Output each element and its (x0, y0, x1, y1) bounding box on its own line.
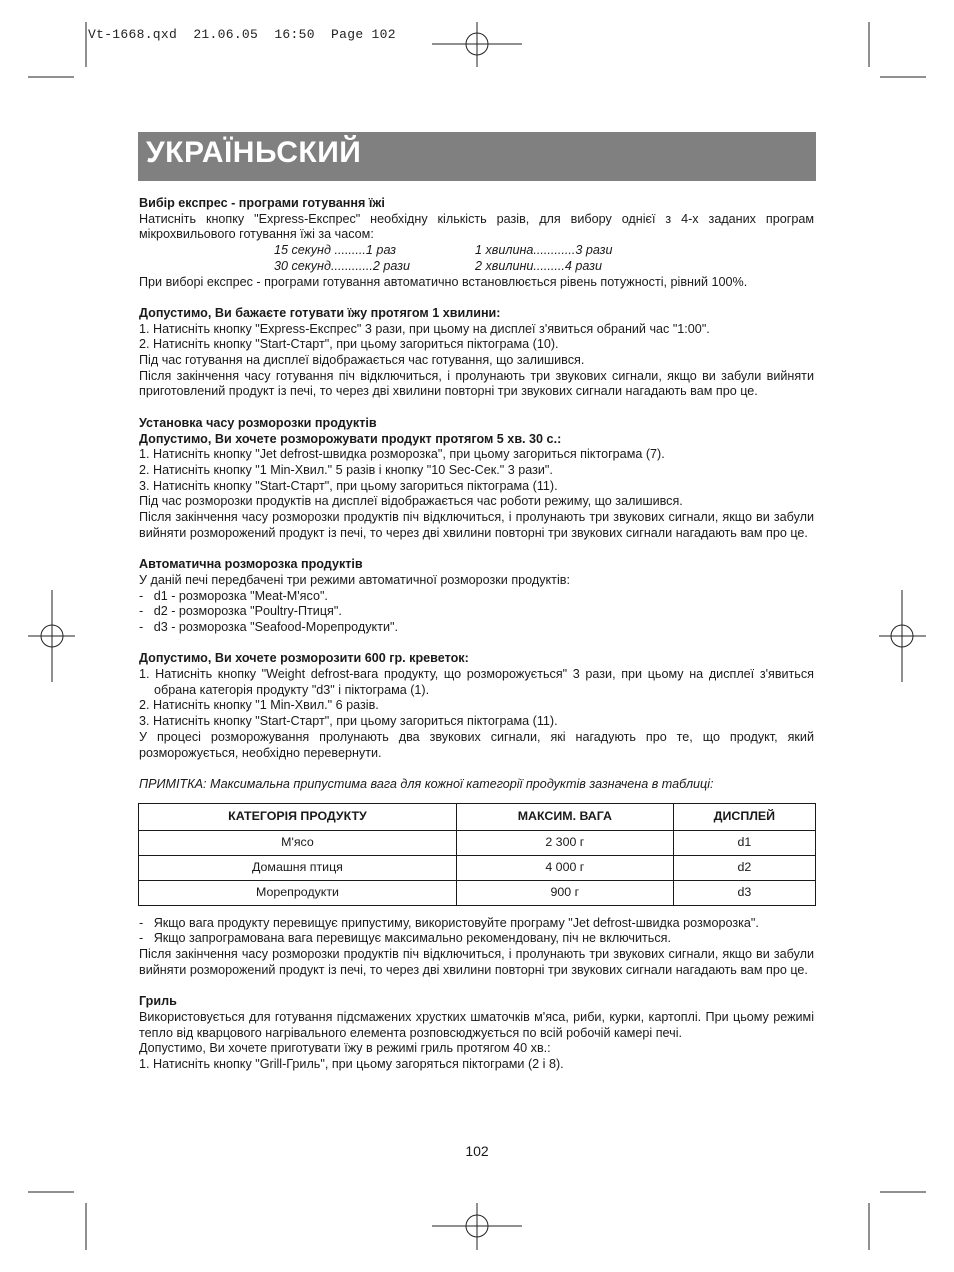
express-note: При виборі експрес - програми готування автоматично встановлюється рівень потужності, рівний 100%. (139, 274, 748, 289)
example1-heading: Допустимо, Ви бажаєте готувати їжу протягом 1 хвилини: (139, 305, 501, 320)
grill-p2: Допустимо, Ви хочете приготувати їжу в режимі гриль протягом 40 хв.: (139, 1041, 551, 1056)
auto-defrost-heading: Автоматична розморозка продуктів (139, 557, 363, 572)
example2-step-2: 2. Натисніть кнопку "1 Min-Хвил." 6 разів. (139, 698, 379, 713)
example2-step-3: 3. Натисніть кнопку "Start-Старт", при цьому загориться піктограма (11). (139, 714, 558, 729)
registration-mark-bottom (432, 1203, 522, 1250)
express-row-2: 30 секунд............2 рази 2 хвилини.........4 рази (274, 258, 603, 273)
defrost-step-2: 2. Натисніть кнопку "1 Min-Хвил." 5 разів і кнопку "10 Sec-Сек." 3 рази". (139, 462, 553, 477)
example2-step-1: 1. Натисніть кнопку "Weight defrost-вага продукту, що розморожується" 3 рази, при цьому на дисплеї з'явиться обрана категорія продукту "d3" і піктограма (1). (139, 667, 814, 697)
auto-defrost-item-d3: - d3 - розморозка "Seafood-Морепродукти". (139, 619, 398, 634)
example1-p2: Після закінчення часу готування піч відключиться, і пролунають три звукових сигнали, якщо ви забули вийняти приготовлений продукт із печі, то через дві хвилини повторні три звукових сигнали нагадають вам про це. (139, 368, 814, 399)
after-table-p1: Після закінчення часу розморозки продуктів піч відключиться, і пролунають три звукових сигнали, якщо ви забули вийняти розморожений продукт із печі, то через дві хвилини повторні три звукових сигнали нагадають вам про це. (139, 947, 814, 977)
grill-heading: Гриль (139, 994, 177, 1009)
express-heading: Вибір експрес - програми готування їжі (139, 196, 385, 210)
grill-p1: Використовується для готування підсмажених хрустких шматочків м'яса, риби, курки, картоплі. При цьому режимі тепло від кварцового нагрівального елемента розповсюджується по всій робочій камері печі. (139, 1009, 814, 1040)
table-row: М'ясо 2 300 г d1 (139, 830, 816, 855)
express-intro: Натисніть кнопку "Express-Експрес" необхідну кількість разів, для вибору однієї з 4-х заданих програм мікрохвильового готування їжі за часом: (139, 211, 814, 242)
defrost-p1: Під час розморозки продуктів на дисплеї відображається час роботи режиму, що залишився. (139, 494, 683, 509)
express-row-1: 15 секунд .........1 раз 1 хвилина............3 рази (274, 243, 613, 258)
after-table-item-1: - Якщо вага продукту перевищує припустиму, використовуйте програму "Jet defrost-швидка розморозка". (139, 915, 759, 930)
table-row: Домашня птиця 4 000 г d2 (139, 855, 816, 880)
auto-defrost-item-d1: - d1 - розморозка "Meat-М'ясо". (139, 588, 328, 603)
table-header-category: КАТЕГОРІЯ ПРОДУКТУ (139, 803, 457, 830)
auto-defrost-item-d2: - d2 - розморозка "Poultry-Птиця". (139, 604, 342, 619)
weight-note: ПРИМІТКА: Максимальна припустима вага для кожної категорії продуктів зазначена в таблиці: (139, 776, 714, 791)
defrost-step-1: 1. Натисніть кнопку "Jet defrost-швидка розморозка", при цьому загориться піктограма (7). (139, 447, 665, 462)
defrost-p2: Після закінчення часу розморозки продуктів піч відключиться, і пролунають три звукових сигнали, якщо ви забули вийняти розморожений продукт із печі, то через дві хвилини повторні три звукових сигнали нагадають вам про це. (139, 510, 814, 540)
print-slug: Vt-1668.qxd 21.06.05 16:50 Page 102 (88, 27, 396, 42)
defrost-heading: Установка часу розморозки продуктів (139, 415, 377, 430)
auto-defrost-intro: У даній печі передбачені три режими автоматичної розморозки продуктів: (139, 572, 570, 587)
registration-mark-right (879, 590, 926, 682)
max-weight-table (138, 803, 816, 906)
example1-p1: Під час готування на дисплеї відображається час готування, що залишився. (139, 353, 585, 368)
table-header-display: ДИСПЛЕЙ (673, 803, 815, 830)
language-header-bar (138, 132, 816, 181)
grill-step-1: 1. Натисніть кнопку "Grill-Гриль", при цьому загоряться піктограми (2 і 8). (139, 1056, 564, 1071)
defrost-step-3: 3. Натисніть кнопку "Start-Старт", при цьому загориться піктограма (11). (139, 478, 558, 493)
defrost-subheading: Допустимо, Ви хочете розморожувати продукт протягом 5 хв. 30 с.: (139, 431, 562, 446)
page-number: 102 (465, 1143, 489, 1159)
registration-mark-top (432, 22, 522, 67)
example1-step-1: 1. Натисніть кнопку "Express-Експрес" 3 рази, при цьому на дисплеї з'явиться обраний час "1:00". (139, 321, 710, 336)
example1-step-2: 2. Натисніть кнопку "Start-Старт", при цьому загориться піктограма (10). (139, 337, 559, 352)
table-header-weight: МАКСИМ. ВАГА (456, 803, 673, 830)
table-row: Морепродукти 900 г d3 (139, 880, 816, 905)
example2-heading: Допустимо, Ви хочете розморозити 600 гр. креветок: (139, 651, 469, 666)
manual-content (139, 196, 814, 1073)
registration-mark-left (28, 590, 75, 682)
page-title: УКРАЇНЬСКИЙ (146, 136, 362, 169)
example2-p1: У процесі розморожування пролунають два звукових сигнали, які нагадують про те, що продукт, який розморожується, необхідно перевернути. (139, 729, 814, 760)
after-table-item-2: - Якщо запрограмована вага перевищує максимально рекомендовану, піч не включиться. (139, 931, 671, 946)
table-header-row (139, 803, 816, 830)
